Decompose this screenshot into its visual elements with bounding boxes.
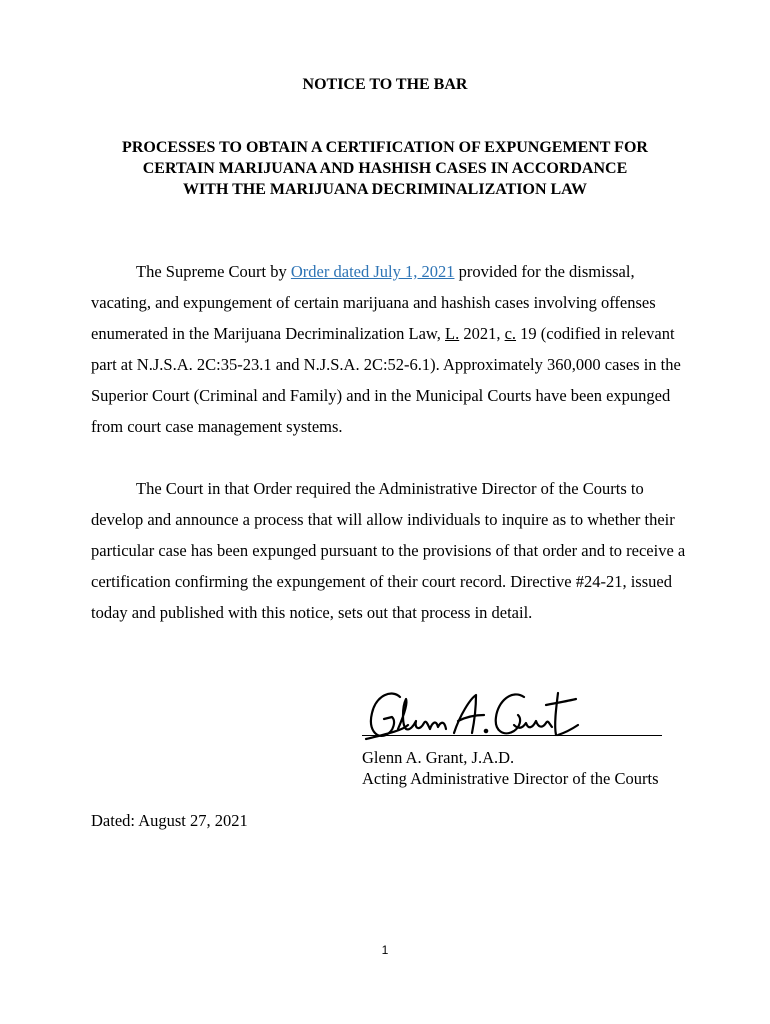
notice-subtitle: PROCESSES TO OBTAIN A CERTIFICATION OF EXPUNGEMENT FOR CERTAIN MARIJUANA AND HASHISH CASES IN ACCORDANCE WITH THE MARIJUANA DECRIMINALIZATION LAW — [122, 139, 648, 198]
notice-title: NOTICE TO THE BAR — [302, 76, 468, 93]
paragraph1-after-link: provided for the dismissal, vacating, and expungement of certain marijuana and hashish cases involving offenses enumerated in the Marijuana Decriminalization Law, — [91, 262, 656, 343]
paragraph1-intro: The Supreme Court by — [136, 262, 291, 281]
signatory-name: Glenn A. Grant, J.A.D. — [362, 748, 515, 767]
signatory-details — [362, 747, 658, 789]
order-link[interactable]: Order dated July 1, 2021 — [290, 262, 455, 281]
law-c-citation: c. — [504, 324, 517, 343]
paragraph-court-directive — [91, 473, 691, 628]
law-l-citation: L. — [445, 324, 460, 343]
paragraph1-rest: 19 (codified in relevant part at N.J.S.A. 2C:35-23.1 and N.J.S.A. 2C:52-6.1). Approximately 360,000 cases in the Superior Court (Criminal and Family) and in the Municipal Courts have been expunged from court case management systems. — [91, 324, 681, 436]
paragraph-supreme-court-order — [91, 256, 691, 442]
signature-line — [362, 735, 662, 736]
handwritten-signature — [362, 685, 592, 745]
page-number: 1 — [381, 943, 389, 957]
paragraph2-text: The Court in that Order required the Administrative Director of the Courts to develop and announce a process that will allow individuals to inquire as to whether their particular case has been expunged pursuant to the provisions of that order and to receive a certification confirming the expungement of their court record. Directive #24-21, issued today and published with this notice, sets out that process in detail. — [91, 479, 686, 622]
signatory-title: Acting Administrative Director of the Courts — [362, 769, 659, 788]
date-line: Dated: August 27, 2021 — [91, 811, 248, 830]
law-year: 2021, — [459, 324, 505, 343]
